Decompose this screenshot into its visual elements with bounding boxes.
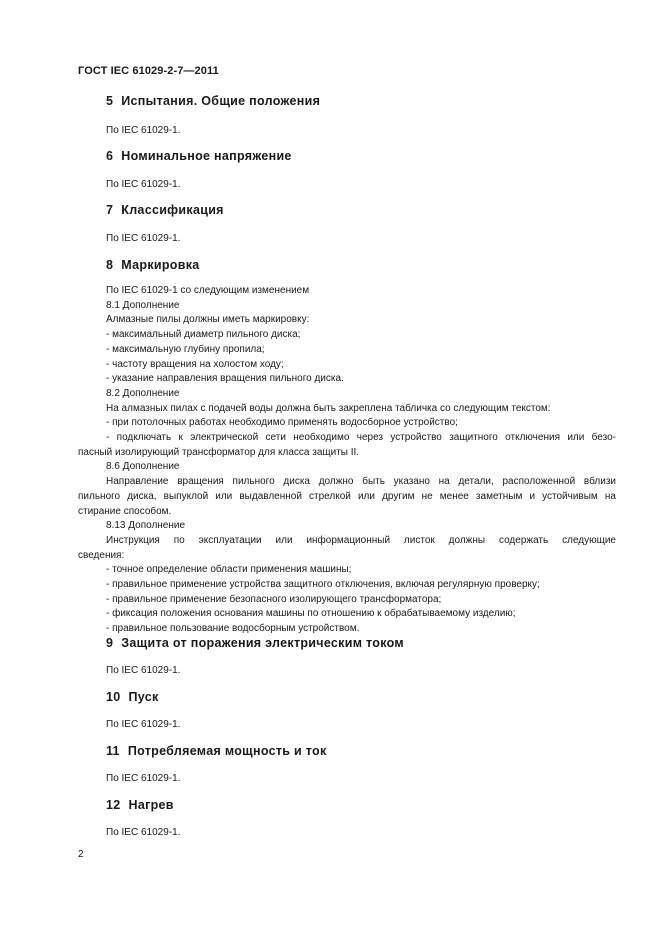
list-item: - максимальный диаметр пильного диска; [106, 329, 301, 341]
paragraph-line: На алмазных пилах с подачей воды должна быть закреплена табличка со следующим текстом: [106, 402, 551, 414]
paragraph-line: Алмазные пилы должны иметь маркировку: [106, 314, 310, 326]
section-body: По IEC 61029-1. [106, 665, 181, 676]
paragraph-line: стирание способом. [78, 505, 172, 517]
section-heading: 5 Испытания. Общие положения [106, 94, 321, 108]
paragraph-line: По IEC 61029-1 со следующим изменением [106, 285, 310, 296]
section-heading: 8 Маркировка [106, 258, 200, 272]
page-number: 2 [78, 849, 84, 860]
list-item: - точное определение области применения машины; [106, 564, 352, 576]
paragraph-line: сведения: [78, 549, 125, 561]
section-heading: 11 Потребляемая мощность и ток [106, 744, 327, 758]
section-heading: 12 Нагрев [106, 798, 174, 812]
section-body: По IEC 61029-1. [106, 179, 181, 190]
paragraph-line: пильного диска, выпуклой или выдавленной стрелкой или другим не менее заметным и устойчивым на [78, 490, 616, 502]
list-item: - фиксация положения основания машины по отношению к обрабатываемому изделию; [106, 608, 516, 620]
section-heading: 6 Номинальное напряжение [106, 149, 292, 163]
section-body: По IEC 61029-1. [106, 773, 181, 784]
section-heading: 7 Классификация [106, 203, 224, 217]
section-8-body [78, 284, 616, 637]
list-item-continuation: пасный изолирующий трансформатор для класса защиты II. [78, 446, 360, 458]
list-item: - максимальную глубину пропила; [106, 343, 265, 355]
paragraph-line: Направление вращения пильного диска должно быть указано на детали, расположенной вблизи [106, 476, 616, 488]
section-body: По IEC 61029-1. [106, 233, 181, 244]
list-item: - указание направления вращения пильного диска. [106, 373, 344, 385]
section-body: По IEC 61029-1. [106, 125, 181, 136]
subclause-heading: 8.1 Дополнение [106, 299, 180, 311]
document-header: ГОСТ IEC 61029-2-7—2011 [78, 65, 219, 77]
list-item: - частоту вращения на холостом ходу; [106, 358, 284, 370]
list-item: - правильное применение устройства защитного отключения, включая регулярную проверку; [106, 579, 540, 591]
list-item: - при потолочных работах необходимо применять водосборное устройство; [106, 417, 458, 429]
list-item: - правильное применение безопасного изолирующего трансформатора; [106, 593, 442, 605]
paragraph-line: Инструкция по эксплуатации или информационный листок должны содержать следующие [106, 534, 616, 546]
list-item: - подключать к электрической сети необходимо через устройство защитного отключения или безо- [106, 432, 616, 444]
section-heading: 9 Защита от поражения электрическим током [106, 636, 404, 650]
list-item: - правильное пользование водосборным устройством. [106, 623, 360, 635]
section-body: По IEC 61029-1. [106, 827, 181, 838]
subclause-heading: 8.13 Дополнение [106, 520, 186, 532]
subclause-heading: 8.2 Дополнение [106, 387, 180, 399]
section-body: По IEC 61029-1. [106, 719, 181, 730]
section-heading: 10 Пуск [106, 690, 159, 704]
subclause-heading: 8.6 Дополнение [106, 461, 180, 473]
